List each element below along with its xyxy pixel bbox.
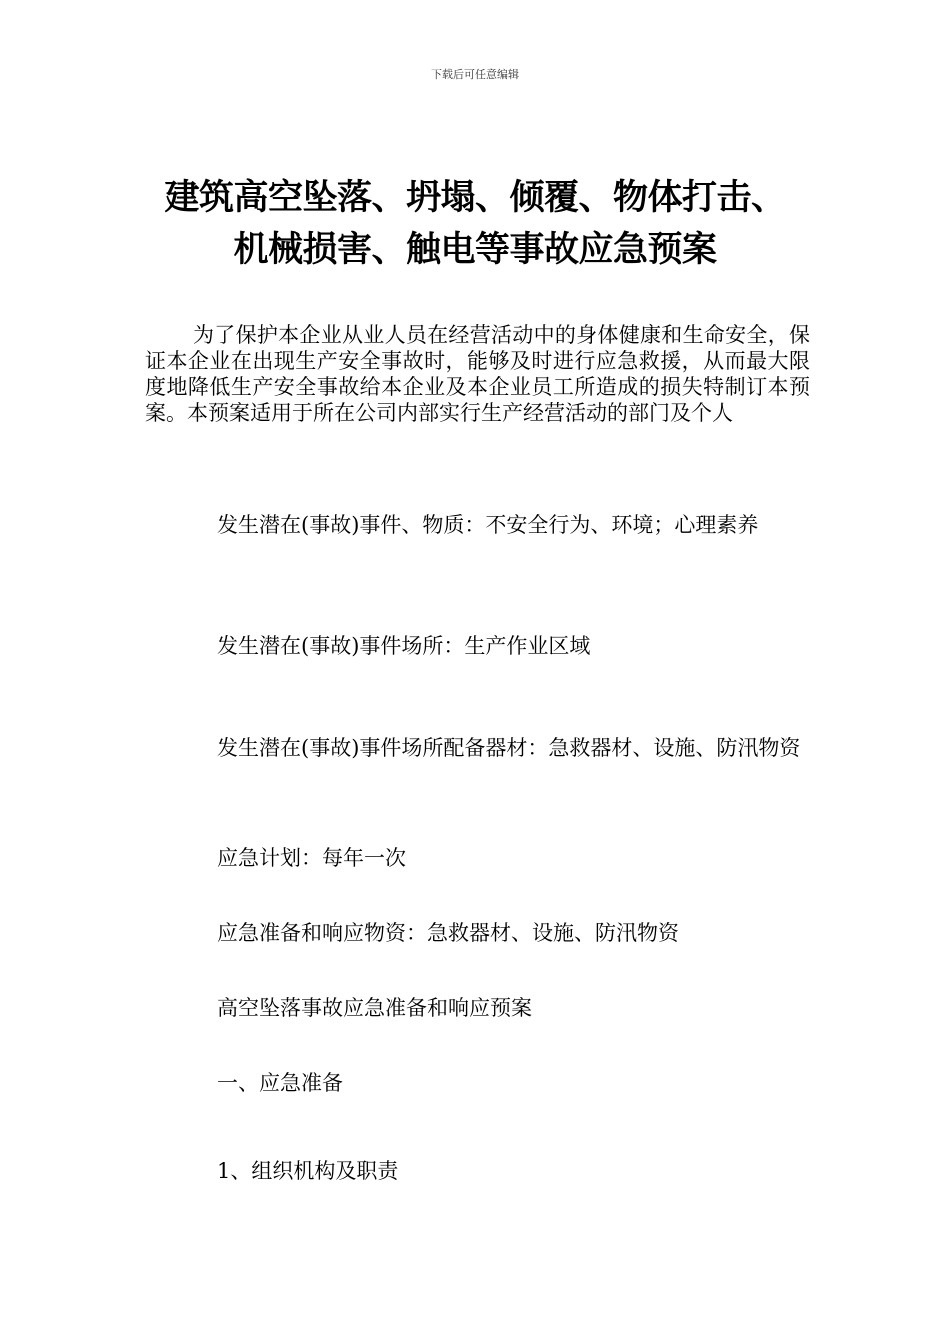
section-heading-organization: 1、组织机构及职责 [217, 1159, 399, 1183]
intro-paragraph: 为了保护本企业从业人员在经营活动中的身体健康和生命安全，保证本企业在出现生产安全事故时，能够及时进行应急救援，从而最大限度地降低生产安全事故给本企业及本企业员工所造成的损失特制订本预案。本预案适用于所在公司内部实行生产经营活动的部门及个人 [145, 323, 810, 425]
paragraph-hazard-substance: 发生潜在(事故)事件、物质：不安全行为、环境；心理素养 [217, 513, 759, 537]
document-title-line-1: 建筑高空坠落、坍塌、倾覆、物体打击、 [164, 178, 786, 218]
header-note: 下载后可任意编辑 [431, 68, 519, 81]
paragraph-emergency-materials: 应急准备和响应物资：急救器材、设施、防汛物资 [217, 921, 679, 945]
document-title-line-2: 机械损害、触电等事故应急预案 [233, 230, 717, 270]
paragraph-hazard-equipment: 发生潜在(事故)事件场所配备器材：急救器材、设施、防汛物资 [217, 736, 801, 760]
document-title [100, 172, 850, 276]
paragraph-emergency-plan: 应急计划：每年一次 [217, 846, 406, 870]
section-heading-fall-plan: 高空坠落事故应急准备和响应预案 [217, 996, 532, 1020]
paragraph-hazard-location: 发生潜在(事故)事件场所：生产作业区域 [217, 634, 591, 658]
section-heading-preparation: 一、应急准备 [217, 1071, 343, 1095]
